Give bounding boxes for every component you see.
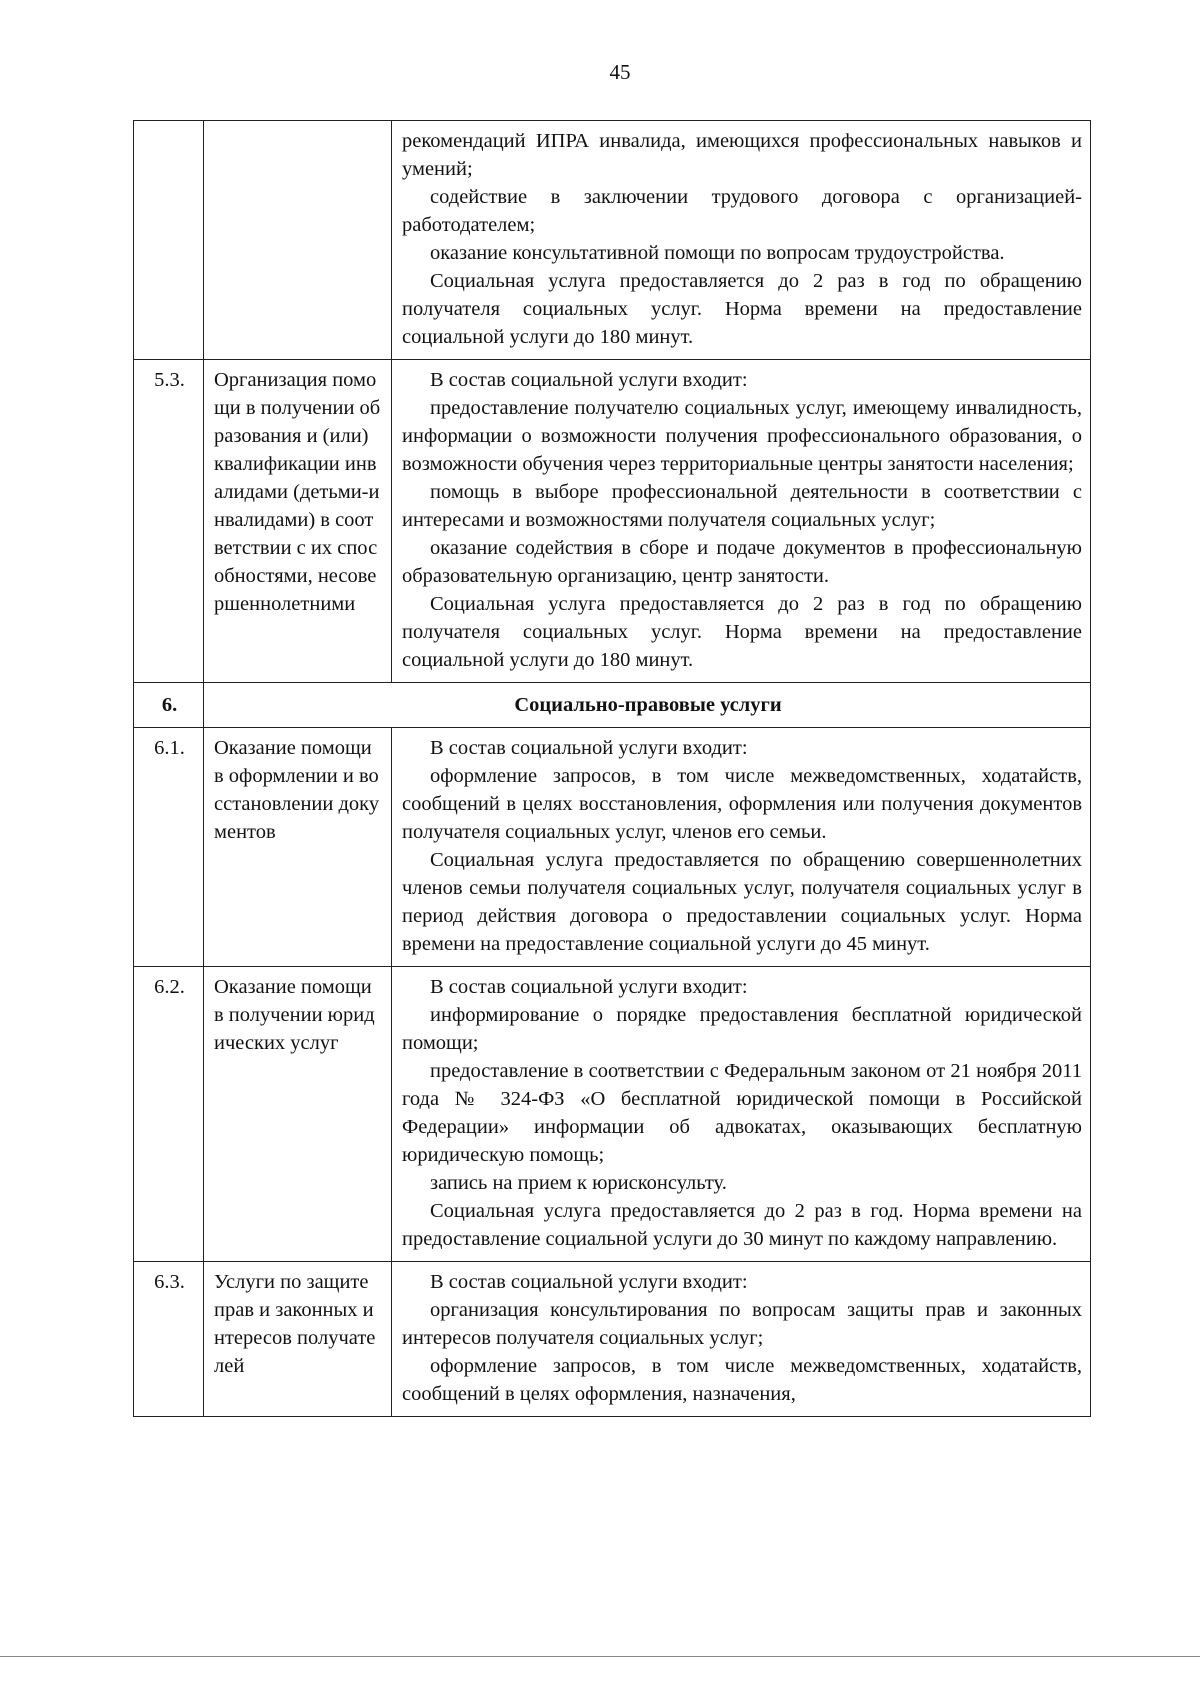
section-row xyxy=(134,683,1091,728)
description-paragraph: В состав социальной услуги входит: xyxy=(430,369,748,391)
service-name: Оказание помощи в получении юридических услуг xyxy=(204,967,392,1262)
description-paragraph: помощь в выборе профессиональной деятельности в соответствии с интересами и возможностями получателя социальных услуг; xyxy=(402,481,1082,531)
description-paragraph: предоставление в соответствии с Федеральным законом от 21 ноября 2011 года № 324-ФЗ «О бесплатной юридической помощи в Российской Федерации» информации об адвокатах, оказывающих бесплатную юридическую помощь; xyxy=(402,1060,1082,1166)
table-row xyxy=(134,728,1091,967)
section-title: Социально-правовые услуги xyxy=(204,683,1091,728)
row-number: 6.2. xyxy=(134,967,204,1262)
description-paragraph: предоставление получателю социальных услуг, имеющему инвалидность, информации о возможности получения профессионального образования, о возможности обучения через территориальные центры занятости населения; xyxy=(402,397,1082,475)
section-number: 6. xyxy=(134,683,204,728)
service-name xyxy=(204,121,392,360)
table-row xyxy=(134,121,1091,360)
row-number: 6.3. xyxy=(134,1262,204,1417)
table-row xyxy=(134,360,1091,683)
description-paragraph: В состав социальной услуги входит: xyxy=(430,1271,748,1293)
description-paragraph: Социальная услуга предоставляется до 2 раз в год по обращению получателя социальных услуг. Норма времени на предоставление социальной услуги до 180 минут. xyxy=(402,270,1082,348)
service-name: Организация помощи в получении образования и (или) квалификации инвалидами (детьми-инвалидами) в соответствии с их способностями, несовершеннолетними xyxy=(204,360,392,683)
description-paragraph: Социальная услуга предоставляется до 2 раз в год. Норма времени на предоставление социальной услуги до 30 минут по каждому направлению. xyxy=(402,1200,1082,1250)
service-description xyxy=(392,967,1091,1262)
table-row xyxy=(134,1262,1091,1417)
row-number: 6.1. xyxy=(134,728,204,967)
service-name: Услуги по защите прав и законных интересов получателей xyxy=(204,1262,392,1417)
description-paragraph: Социальная услуга предоставляется по обращению совершеннолетних членов семьи получателя социальных услуг, получателя социальных услуг в период действия договора о предоставлении социальных услуг. Норма времени на предоставление социальной услуги до 45 минут. xyxy=(402,849,1082,955)
table-row xyxy=(134,967,1091,1262)
description-paragraph: организация консультирования по вопросам защиты прав и законных интересов получателя социальных услуг; xyxy=(402,1299,1082,1349)
description-paragraph: оказание содействия в сборе и подаче документов в профессиональную образовательную организацию, центр занятости. xyxy=(402,537,1082,587)
service-name: Оказание помощи в оформлении и восстановлении документов xyxy=(204,728,392,967)
description-paragraph: оформление запросов, в том числе межведомственных, ходатайств, сообщений в целях оформления, назначения, xyxy=(402,1355,1082,1405)
description-paragraph: оказание консультативной помощи по вопросам трудоустройства. xyxy=(430,242,1005,264)
service-description xyxy=(392,360,1091,683)
description-paragraph: оформление запросов, в том числе межведомственных, ходатайств, сообщений в целях восстановления, оформления или получения документов получателя социальных услуг, членов его семьи. xyxy=(402,765,1082,843)
service-description xyxy=(392,121,1091,360)
description-paragraph: рекомендаций ИПРА инвалида, имеющихся профессиональных навыков и умений; xyxy=(402,130,1082,180)
page-number: 45 xyxy=(609,60,631,84)
description-paragraph: Социальная услуга предоставляется до 2 раз в год по обращению получателя социальных услуг. Норма времени на предоставление социальной услуги до 180 минут. xyxy=(402,593,1082,671)
description-paragraph: содействие в заключении трудового договора с организацией-работодателем; xyxy=(402,186,1082,236)
service-description xyxy=(392,1262,1091,1417)
row-number: 5.3. xyxy=(134,360,204,683)
description-paragraph: информирование о порядке предоставления бесплатной юридической помощи; xyxy=(402,1004,1082,1054)
description-paragraph: запись на прием к юрисконсульту. xyxy=(430,1172,727,1194)
description-paragraph: В состав социальной услуги входит: xyxy=(430,737,748,759)
row-number xyxy=(134,121,204,360)
services-table xyxy=(133,120,1091,1417)
page-bottom-rule xyxy=(0,1656,1200,1657)
description-paragraph: В состав социальной услуги входит: xyxy=(430,976,748,998)
service-description xyxy=(392,728,1091,967)
